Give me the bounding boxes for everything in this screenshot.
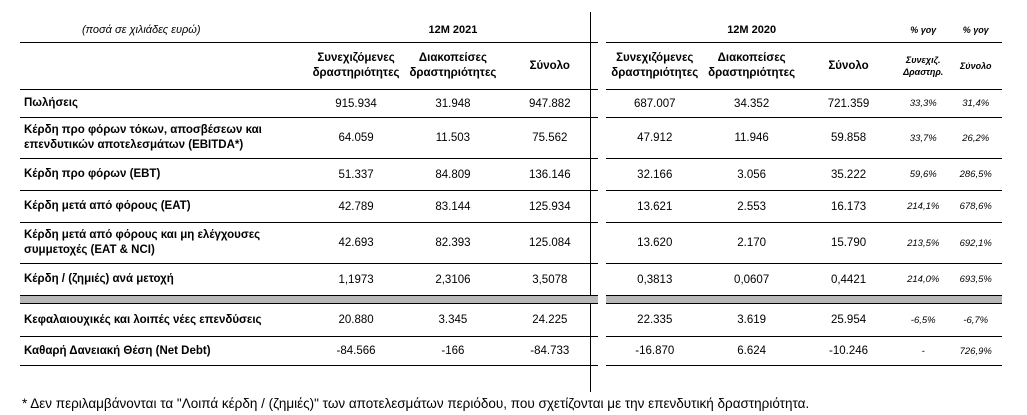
- value-2021: 83.144: [404, 191, 501, 223]
- value-2021: 1,1973: [308, 264, 405, 296]
- row-label: [20, 159, 308, 191]
- value-2020: 35.222: [800, 159, 897, 191]
- row-label: [20, 264, 308, 296]
- value-2020: 2.553: [703, 191, 800, 223]
- footnote: * Δεν περιλαμβάνονται τα "Λοιπά κέρδη / (ζημιές)" των αποτελεσμάτων περιόδου, που σχετίζονται με την επενδυτική δραστηριότητα.: [22, 396, 810, 411]
- value-2020: 32.166: [606, 159, 703, 191]
- col-pct-cont: Συνεχιζ. Δραστηρ.: [897, 43, 949, 90]
- row-label: [20, 223, 308, 264]
- pct-change: 26,2%: [949, 118, 1002, 159]
- row-label: [20, 90, 308, 118]
- value-2020: -10.246: [800, 337, 897, 366]
- pct-change: 726,9%: [949, 337, 1002, 366]
- value-2020: 15.790: [800, 223, 897, 264]
- value-2021: -84.733: [501, 337, 598, 366]
- row-label: [20, 118, 308, 159]
- value-2021: 64.059: [308, 118, 405, 159]
- table-row: [20, 159, 1002, 191]
- value-2020: 47.912: [606, 118, 703, 159]
- value-2020: 13.620: [606, 223, 703, 264]
- value-2020: 3.056: [703, 159, 800, 191]
- value-2021: 11.503: [404, 118, 501, 159]
- pct-change: 214,1%: [897, 191, 949, 223]
- pct-change: 213,5%: [897, 223, 949, 264]
- value-2020: 2.170: [703, 223, 800, 264]
- value-2020: 59.858: [800, 118, 897, 159]
- col-total-2020: Σύνολο: [800, 43, 897, 90]
- row-label: [20, 304, 308, 337]
- value-2020: 687.007: [606, 90, 703, 118]
- col-pct-total: Σύνολο: [949, 43, 1002, 90]
- col-total-2021: Σύνολο: [501, 43, 598, 90]
- pct-change: 693,5%: [949, 264, 1002, 296]
- row-label-line: συμμετοχές (EAT & NCI): [24, 244, 155, 256]
- pct-change: -6,7%: [949, 304, 1002, 337]
- pct-change: 214,0%: [897, 264, 949, 296]
- period-2020-header: 12Μ 2020: [606, 18, 897, 43]
- value-2021: 20.880: [308, 304, 405, 337]
- section-separator: [20, 296, 1002, 304]
- value-2021: -84.566: [308, 337, 405, 366]
- table-row: [20, 264, 1002, 296]
- pct-yoy-header-cont: % γογ: [897, 18, 949, 43]
- value-2020: -16.870: [606, 337, 703, 366]
- value-2021: 84.809: [404, 159, 501, 191]
- value-2021: 125.934: [501, 191, 598, 223]
- value-2020: 0,4421: [800, 264, 897, 296]
- pct-change: 31,4%: [949, 90, 1002, 118]
- pct-yoy-header-total: % γογ: [949, 18, 1002, 43]
- value-2020: 3.619: [703, 304, 800, 337]
- value-2020: 11.946: [703, 118, 800, 159]
- col-disc-2021: Διακοπείσες δραστηριότητες: [404, 43, 501, 90]
- table-row: [20, 118, 1002, 159]
- row-label-line: Κέρδη μετά από φόρους (EAT): [24, 200, 191, 212]
- value-2020: 721.359: [800, 90, 897, 118]
- value-2021: 3.345: [404, 304, 501, 337]
- period-2021-header: 12Μ 2021: [308, 18, 599, 43]
- value-2020: 0,3813: [606, 264, 703, 296]
- financial-results-table: [20, 18, 1002, 366]
- row-label-line: Κέρδη προ φόρων (EBT): [24, 168, 161, 180]
- row-label-line: Κεφαλαιουχικές και λοιπές νέες επενδύσεις: [24, 313, 262, 326]
- col-cont-2020: Συνεχιζόμενες δραστηριότητες: [606, 43, 703, 90]
- row-label: [20, 337, 308, 366]
- value-2021: 42.789: [308, 191, 405, 223]
- value-2021: 3,5078: [501, 264, 598, 296]
- pct-change: 59,6%: [897, 159, 949, 191]
- table-body: [20, 90, 1002, 366]
- row-label-line: επενδυτικών αποτελεσμάτων (EBITDA*): [24, 139, 244, 151]
- row-label-line: Κέρδη μετά από φόρους και μη ελέγχουσες: [24, 229, 261, 241]
- value-2020: 13.621: [606, 191, 703, 223]
- row-label-line: Κέρδη / (ζημιές) ανά μετοχή: [24, 273, 174, 285]
- value-2020: 34.352: [703, 90, 800, 118]
- value-2020: 22.335: [606, 304, 703, 337]
- table-row: [20, 337, 1002, 366]
- pct-change: -6,5%: [897, 304, 949, 337]
- unit-note: (ποσά σε χιλιάδες ευρώ): [20, 18, 308, 43]
- col-disc-2020: Διακοπείσες δραστηριότητες: [703, 43, 800, 90]
- table-row: [20, 90, 1002, 118]
- value-2021: 42.693: [308, 223, 405, 264]
- value-2021: 125.084: [501, 223, 598, 264]
- value-2021: 82.393: [404, 223, 501, 264]
- pct-change: 33,7%: [897, 118, 949, 159]
- pct-change: -: [897, 337, 949, 366]
- row-label: [20, 191, 308, 223]
- pct-change: 692,1%: [949, 223, 1002, 264]
- table-row: [20, 304, 1002, 337]
- value-2021: 51.337: [308, 159, 405, 191]
- value-2021: 24.225: [501, 304, 598, 337]
- value-2021: 2,3106: [404, 264, 501, 296]
- pct-change: 286,5%: [949, 159, 1002, 191]
- value-2021: -166: [404, 337, 501, 366]
- table-row: [20, 223, 1002, 264]
- value-2021: 947.882: [501, 90, 598, 118]
- value-2021: 136.146: [501, 159, 598, 191]
- row-label-line: Κέρδη προ φόρων τόκων, αποσβέσεων και: [24, 124, 262, 136]
- subheader-row: [20, 43, 1002, 90]
- value-2020: 16.173: [800, 191, 897, 223]
- value-2020: 6.624: [703, 337, 800, 366]
- row-label-line: Πωλήσεις: [24, 97, 78, 109]
- header-row: [20, 18, 1002, 43]
- value-2020: 0,0607: [703, 264, 800, 296]
- row-label-line: Καθαρή Δανειακή Θέση (Net Debt): [24, 344, 211, 357]
- value-2021: 915.934: [308, 90, 405, 118]
- pct-change: 678,6%: [949, 191, 1002, 223]
- table-row: [20, 191, 1002, 223]
- value-2021: 31.948: [404, 90, 501, 118]
- col-cont-2021: Συνεχιζόμενες δραστηριότητες: [308, 43, 405, 90]
- pct-change: 33,3%: [897, 90, 949, 118]
- value-2021: 75.562: [501, 118, 598, 159]
- value-2020: 25.954: [800, 304, 897, 337]
